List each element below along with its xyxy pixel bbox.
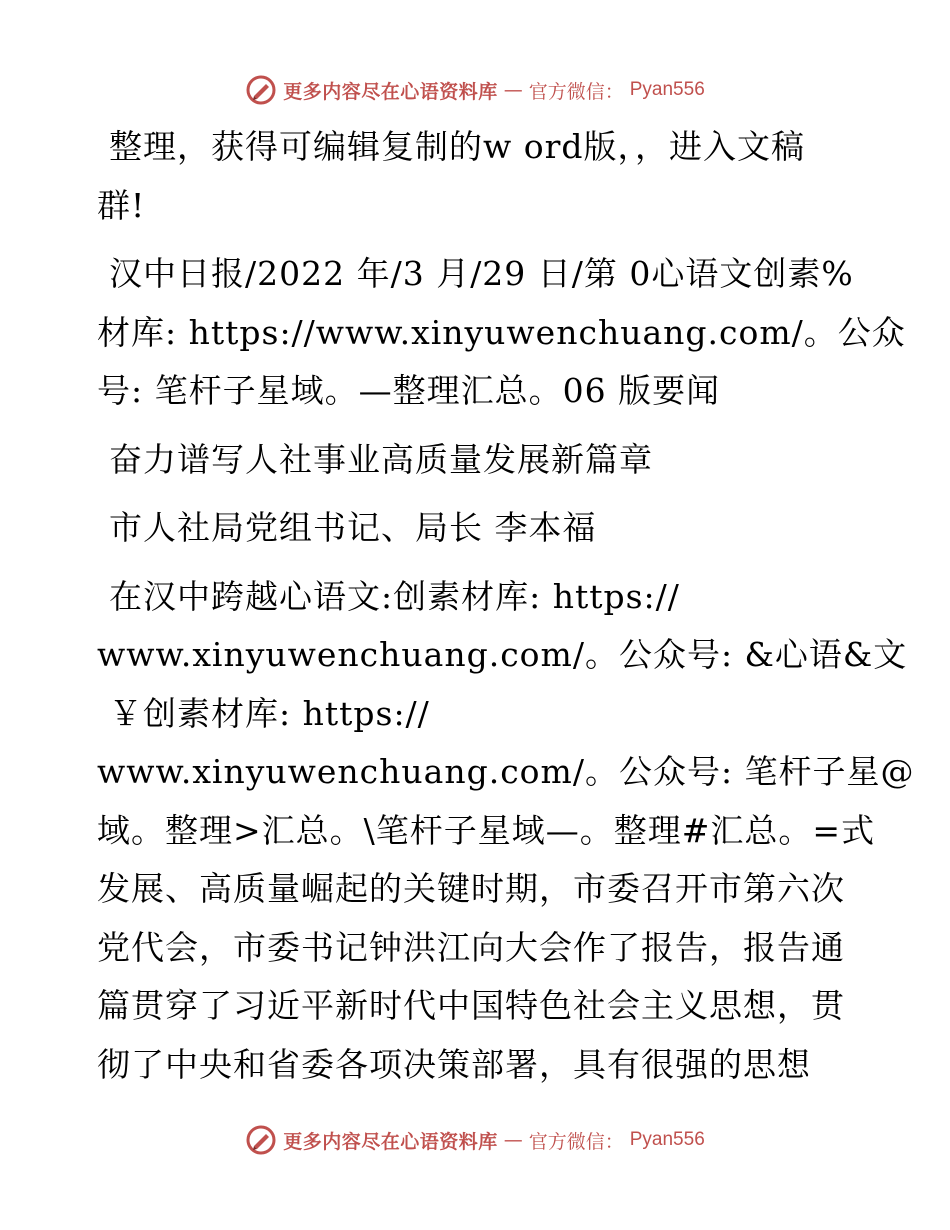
text-line: 在汉中跨越心语文:创素材库: https:// [109,576,680,616]
banner-main-text: 更多内容尽在心语资料库 [283,80,498,103]
banner-separator: — [503,1129,523,1151]
text-line: 群! [97,185,146,225]
text-line: 材库: https://www.xinyuwenchuang.com/。公众 [97,312,906,352]
document-body [97,118,915,1094]
text-line: ￥创素材库: https:// [109,693,430,733]
text-line: 市人社局党组书记、局长 李本福 [109,508,597,547]
banner-wechat-id: Pyan556 [629,79,705,100]
text-line: 篇贯穿了习近平新时代中国特色社会主义思想，贯 [97,986,845,1025]
text-line: 整理，获得可编辑复制的w ord版，，进入文稿 [109,127,806,166]
article-title [97,431,857,490]
banner-main-text: 更多内容尽在心语资料库 [283,1130,498,1153]
article-author [97,499,857,558]
banner-wechat-label: 官方微信： [528,80,624,103]
footer-banner [0,1120,950,1160]
text-line: www.xinyuwenchuang.com/。公众号: &心语&文 [97,635,908,674]
banner-wechat-id: Pyan556 [629,1129,705,1150]
text-line: 域。整理>汇总。\笔杆子星域—。整理#汇总。=式 [97,810,876,850]
text-line: 汉中日报/2022 年/3 月/29 日/第 0心语文创素% [109,254,854,293]
pen-logo-icon [245,1124,277,1156]
banner-separator: — [503,79,523,101]
pen-logo-icon [245,74,277,106]
banner-wechat-label: 官方微信： [528,1130,624,1153]
text-line: 号: 笔杆子星域。—整理汇总。06 版要闻 [97,371,721,410]
text-line: www.xinyuwenchuang.com/。公众号: 笔杆子星@ [97,752,915,791]
paragraph-source [97,245,906,421]
paragraph-intro [97,118,857,235]
text-line: 彻了中央和省委各项决策部署，具有很强的思想 [97,1044,811,1084]
text-line: 奋力谱写人社事业高质量发展新篇章 [109,439,653,479]
text-line: 党代会，市委书记钟洪江向大会作了报告，报告通 [97,927,845,967]
text-line: 发展、高质量崛起的关键时期，市委召开市第六次 [97,869,845,908]
paragraph-body [97,568,915,1095]
header-banner [0,70,950,110]
